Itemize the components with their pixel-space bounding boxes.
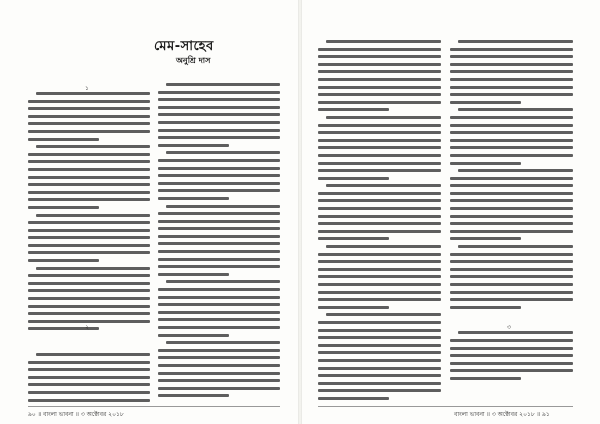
text-line <box>318 139 441 142</box>
text-line <box>318 351 441 354</box>
text-line <box>28 361 150 364</box>
text-line <box>28 160 150 163</box>
text-line <box>28 138 99 141</box>
text-line <box>318 329 441 332</box>
text-line <box>318 382 441 385</box>
text-line <box>28 383 150 386</box>
text-line <box>158 394 229 397</box>
text-line <box>158 159 280 162</box>
text-line <box>318 268 441 271</box>
text-line <box>318 48 441 51</box>
text-line <box>158 356 280 359</box>
story-author: অনুশ্রি দাস <box>176 56 211 65</box>
text-line <box>318 101 441 104</box>
text-line <box>318 55 441 58</box>
text-line <box>158 121 280 124</box>
text-line <box>28 130 150 133</box>
text-line <box>28 191 150 194</box>
footer-left: ৯০ ॥ বাংলা ভাবনা ॥ ৩ অক্টোবর ২০১৮ <box>28 411 124 418</box>
text-line <box>318 146 441 149</box>
text-line <box>318 108 389 111</box>
text-line <box>318 260 441 263</box>
text-line <box>158 265 280 268</box>
section-number: ১ <box>85 85 89 92</box>
text-line <box>28 244 150 247</box>
text-line <box>158 326 280 329</box>
text-line <box>318 177 389 180</box>
text-line <box>28 100 150 103</box>
section-number: ৩ <box>507 324 511 331</box>
text-line <box>450 215 573 218</box>
text-line <box>158 242 280 245</box>
text-line <box>36 353 150 356</box>
text-line <box>318 215 441 218</box>
text-line <box>318 192 441 195</box>
text-line <box>450 230 573 233</box>
text-line <box>318 298 441 301</box>
text-line <box>318 291 441 294</box>
text-line <box>158 182 280 185</box>
text-line <box>326 313 441 316</box>
text-line <box>28 221 150 224</box>
text-line <box>450 306 521 309</box>
text-line <box>318 374 441 377</box>
right-page <box>302 0 600 424</box>
text-line <box>318 78 441 81</box>
text-line <box>318 199 441 202</box>
text-line <box>28 183 150 186</box>
text-line <box>450 222 573 225</box>
text-line <box>450 55 573 58</box>
text-line <box>450 347 573 350</box>
text-line <box>158 273 229 276</box>
right-column-1 <box>318 40 441 404</box>
text-line <box>458 108 573 111</box>
text-line <box>158 250 280 253</box>
text-line <box>326 40 441 43</box>
text-line <box>450 116 573 119</box>
text-line <box>450 291 573 294</box>
text-line <box>158 235 280 238</box>
text-line <box>318 207 441 210</box>
text-line <box>28 153 150 156</box>
text-line <box>28 251 150 254</box>
text-line <box>318 321 441 324</box>
text-line <box>158 334 229 337</box>
text-line <box>450 369 573 372</box>
text-line <box>158 372 280 375</box>
text-line <box>318 336 441 339</box>
text-line <box>28 399 150 402</box>
left-page <box>0 0 298 424</box>
text-line <box>318 124 441 127</box>
text-line <box>458 169 573 172</box>
text-line <box>158 212 280 215</box>
text-line <box>318 389 441 392</box>
text-line <box>450 78 573 81</box>
title-block <box>0 0 298 80</box>
footer-rule <box>318 406 573 407</box>
text-line <box>450 48 573 51</box>
text-line <box>28 229 150 232</box>
text-line <box>158 296 280 299</box>
text-line <box>450 70 573 73</box>
text-line <box>450 162 521 165</box>
text-line <box>450 131 573 134</box>
text-line <box>28 274 150 277</box>
text-line <box>158 349 280 352</box>
text-line <box>28 107 150 110</box>
text-line <box>158 379 280 382</box>
footer-right: বাংলা ভাবনা ॥ ৩ অক্টোবর ২০১৮ ॥ ৯১ <box>454 411 550 418</box>
text-line <box>318 131 441 134</box>
text-line <box>326 116 441 119</box>
section-number: ২ <box>85 324 89 331</box>
text-line <box>28 282 150 285</box>
text-line <box>166 83 280 86</box>
text-line <box>450 275 573 278</box>
text-line <box>318 63 441 66</box>
text-line <box>450 154 573 157</box>
text-line <box>450 101 521 104</box>
text-line <box>158 129 280 132</box>
text-line <box>318 70 441 73</box>
text-line <box>318 397 389 400</box>
text-line <box>450 86 573 89</box>
text-line <box>450 283 573 286</box>
text-line <box>318 93 441 96</box>
text-line <box>318 169 441 172</box>
text-line <box>450 339 573 342</box>
text-line <box>158 136 280 139</box>
text-line <box>450 124 573 127</box>
text-line <box>28 305 150 308</box>
text-line <box>450 377 521 380</box>
text-line <box>318 283 441 286</box>
text-line <box>450 268 573 271</box>
left-column-2 <box>158 83 280 404</box>
right-column-2 <box>450 40 573 404</box>
text-line <box>28 236 150 239</box>
text-line <box>158 174 280 177</box>
text-line <box>158 258 280 261</box>
text-line <box>36 145 150 148</box>
text-line <box>28 391 150 394</box>
text-line <box>318 237 389 240</box>
text-line <box>450 260 573 263</box>
text-line <box>318 275 441 278</box>
text-line <box>158 144 229 147</box>
text-line <box>158 98 280 101</box>
text-line <box>458 245 573 248</box>
text-line <box>158 364 280 367</box>
text-line <box>450 184 573 187</box>
text-line <box>36 214 150 217</box>
text-line <box>28 206 99 209</box>
text-line <box>28 320 150 323</box>
text-line <box>166 280 280 283</box>
text-line <box>28 289 150 292</box>
footer-rule <box>28 406 280 407</box>
text-line <box>28 115 150 118</box>
text-line <box>458 40 573 43</box>
text-line <box>318 359 441 362</box>
text-line <box>450 63 573 66</box>
text-line <box>166 341 280 344</box>
text-line <box>158 167 280 170</box>
text-line <box>318 222 441 225</box>
text-line <box>158 387 280 390</box>
text-line <box>36 92 150 95</box>
text-line <box>158 106 280 109</box>
text-line <box>36 267 150 270</box>
text-line <box>450 192 573 195</box>
text-line <box>166 151 280 154</box>
text-line <box>450 93 573 96</box>
text-line <box>28 198 150 201</box>
text-line <box>318 367 441 370</box>
text-line <box>28 122 150 125</box>
text-line <box>450 237 521 240</box>
story-title: মেম-সাহেব <box>154 39 214 54</box>
text-line <box>450 177 573 180</box>
text-line <box>28 297 150 300</box>
text-line <box>318 162 441 165</box>
text-line <box>318 230 441 233</box>
text-line <box>318 344 441 347</box>
text-line <box>158 197 229 200</box>
text-line <box>166 205 280 208</box>
left-column-1 <box>28 92 150 404</box>
text-line <box>326 245 441 248</box>
text-line <box>450 354 573 357</box>
text-line <box>28 368 150 371</box>
text-line <box>158 113 280 116</box>
text-line <box>318 86 441 89</box>
text-line <box>158 189 280 192</box>
text-line <box>318 253 441 256</box>
text-line <box>450 298 573 301</box>
text-line <box>450 146 573 149</box>
text-line <box>158 288 280 291</box>
text-line <box>28 259 99 262</box>
text-line <box>158 311 280 314</box>
text-line <box>326 184 441 187</box>
text-line <box>28 376 150 379</box>
text-line <box>158 227 280 230</box>
text-line <box>450 207 573 210</box>
text-line <box>450 139 573 142</box>
text-line <box>28 312 150 315</box>
text-line <box>450 199 573 202</box>
text-line <box>458 331 573 334</box>
text-line <box>28 176 150 179</box>
text-line <box>450 253 573 256</box>
text-line <box>318 154 441 157</box>
text-line <box>158 91 280 94</box>
text-line <box>158 303 280 306</box>
text-line <box>450 362 573 365</box>
text-line <box>28 168 150 171</box>
text-line <box>318 306 389 309</box>
text-line <box>158 220 280 223</box>
text-line <box>158 318 280 321</box>
